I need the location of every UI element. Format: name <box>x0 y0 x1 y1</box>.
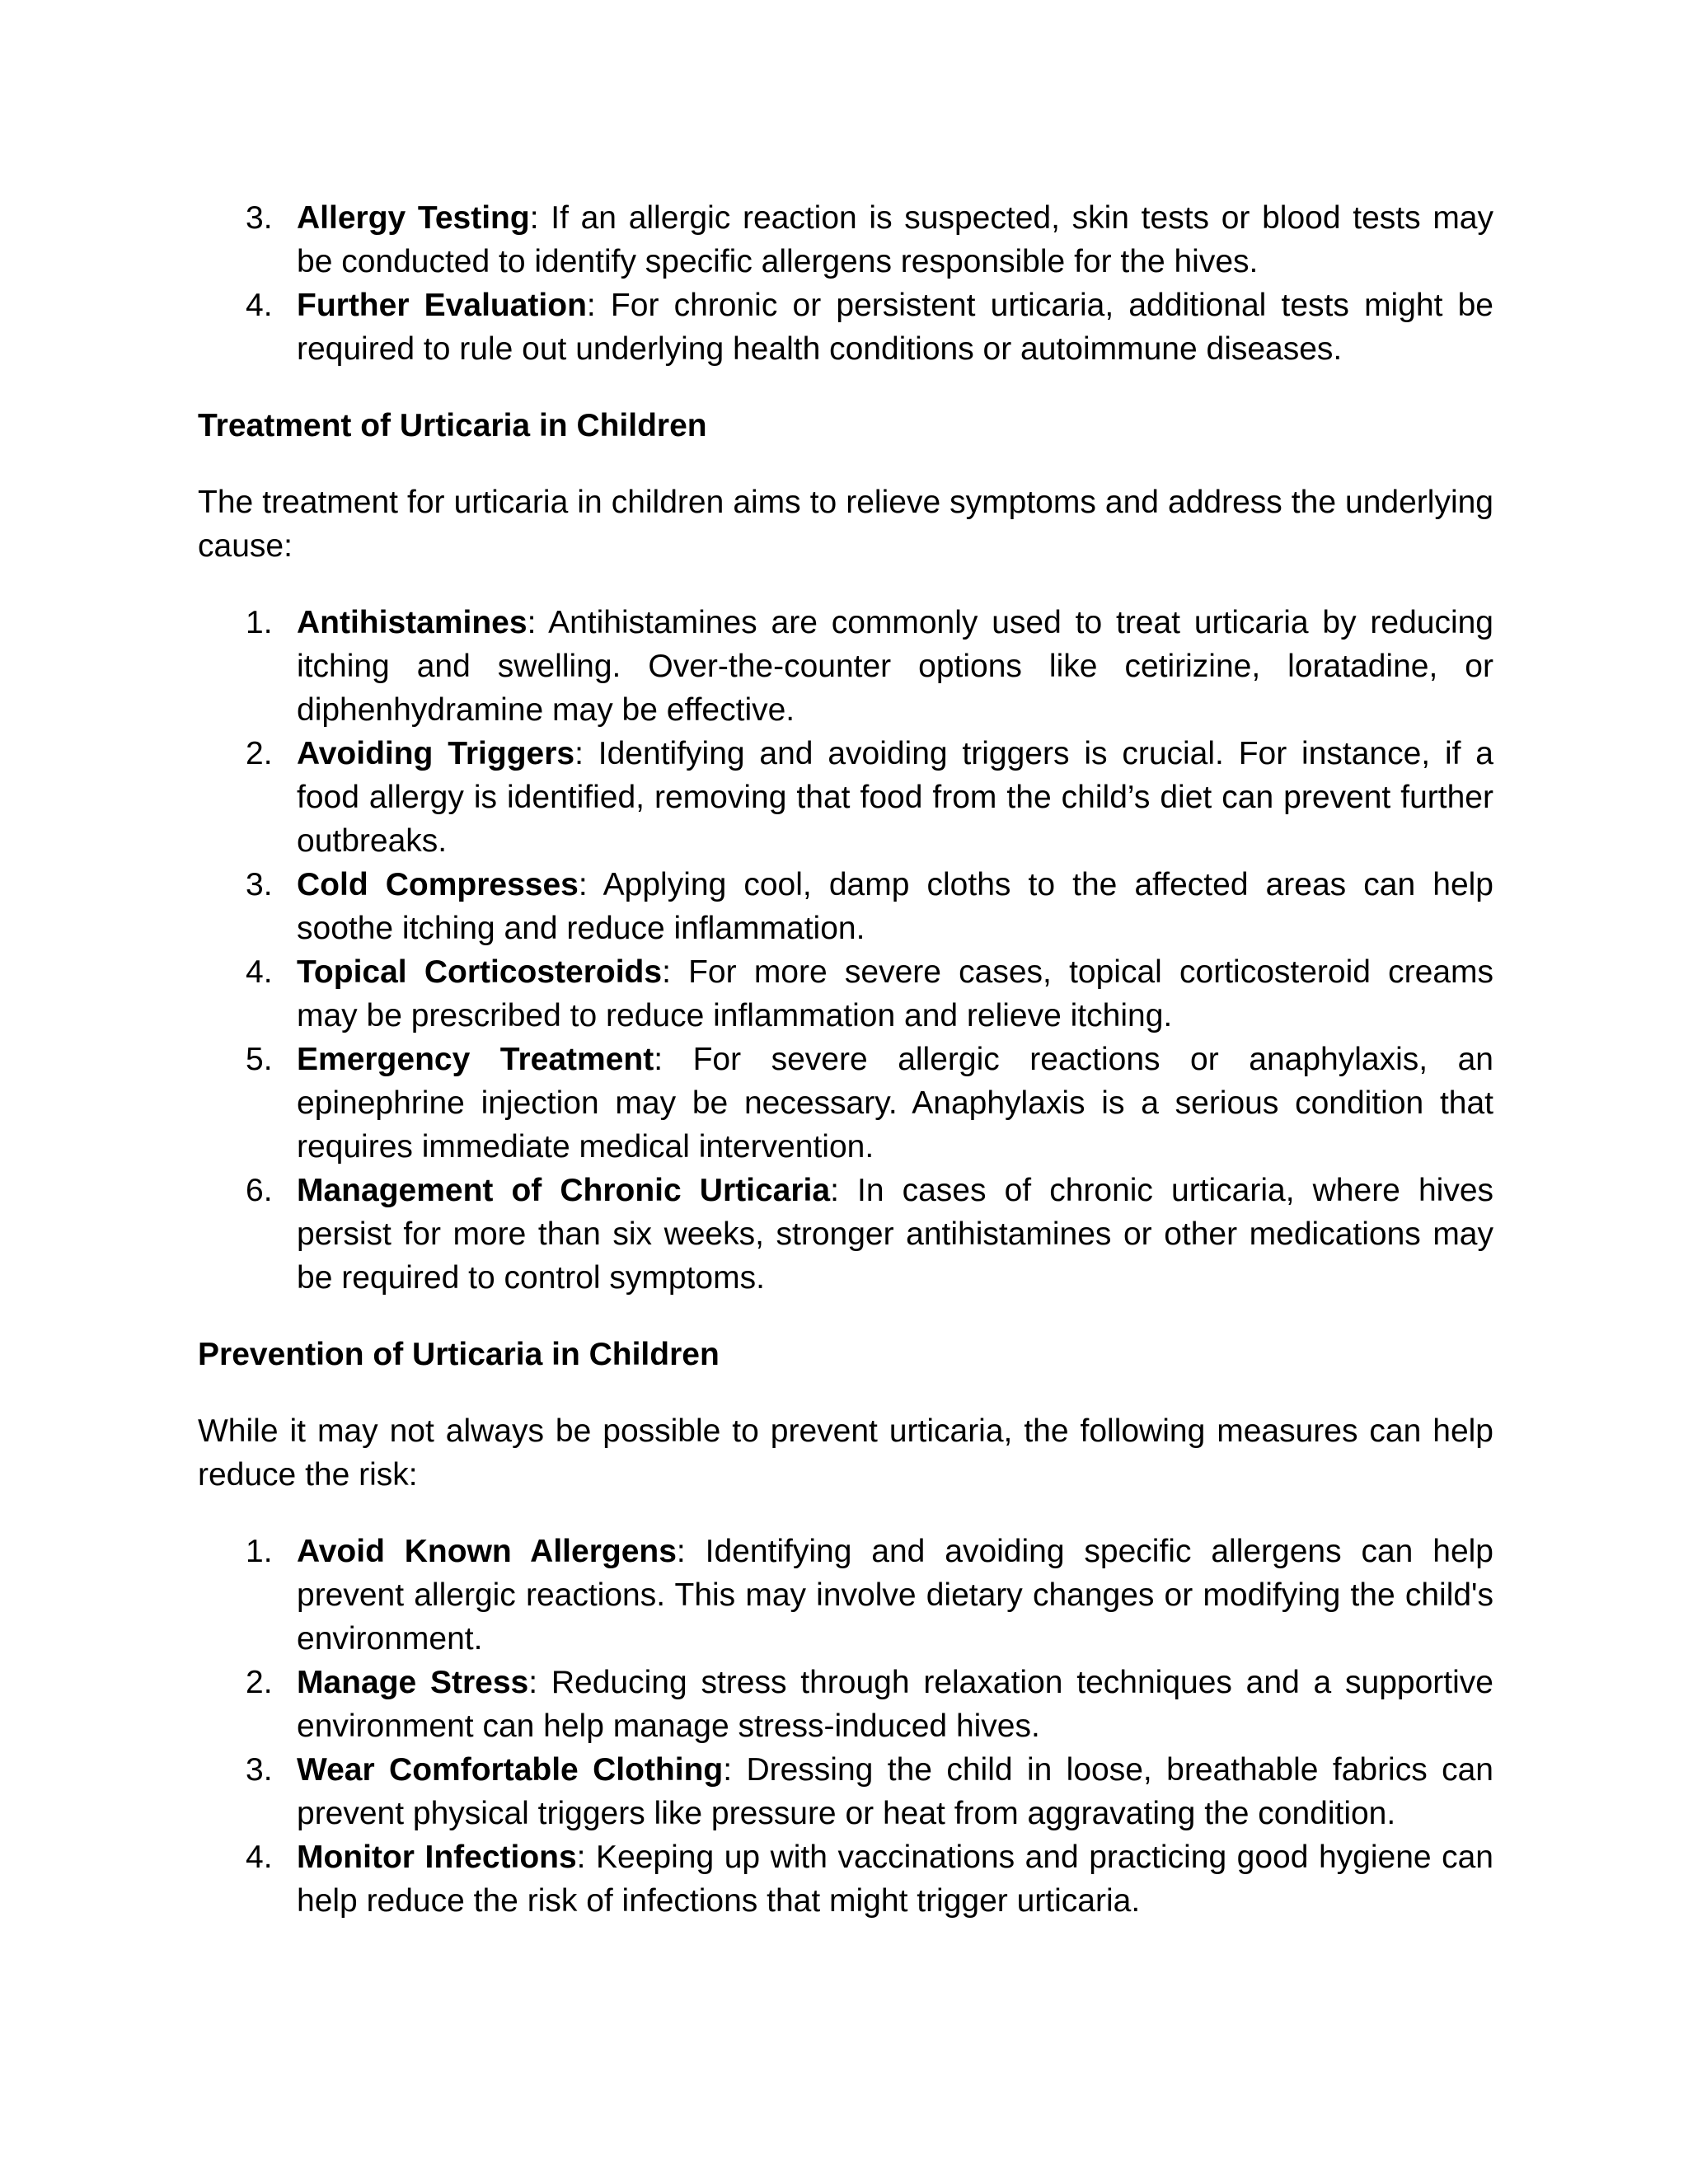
treatment-intro: The treatment for urticaria in children aims to relieve symptoms and address the underlying cause: <box>198 485 1493 564</box>
list-text: : For severe allergic reactions or anaphylaxis, an epinephrine injection may be necessary. Anaphylaxis is a serious condition that requires immediate medical intervention. <box>297 1042 1493 1165</box>
list-item <box>198 863 1493 950</box>
list-text: : If an allergic reaction is suspected, skin tests or blood tests may be conducted to identify specific allergens responsible for the hives. <box>297 200 1493 279</box>
list-term: Allergy Testing <box>297 200 530 236</box>
prevention-intro: While it may not always be possible to prevent urticaria, the following measures can help reduce the risk: <box>198 1413 1493 1493</box>
list-term: Avoid Known Allergens <box>297 1534 677 1569</box>
prevention-list <box>198 1530 1493 1923</box>
list-item <box>198 1748 1493 1835</box>
list-text: : Dressing the child in loose, breathable fabrics can prevent physical triggers like pressure or heat from aggravating the condition. <box>297 1752 1493 1831</box>
list-term: Monitor Infections <box>297 1840 577 1875</box>
diagnosis-list <box>198 196 1493 371</box>
list-number: 2. <box>246 1665 273 1700</box>
list-item <box>198 1530 1493 1661</box>
list-term: Cold Compresses <box>297 867 579 902</box>
list-number: 5. <box>246 1042 273 1077</box>
list-term: Avoiding Triggers <box>297 736 575 771</box>
list-number: 6. <box>246 1173 273 1208</box>
list-item <box>198 1038 1493 1169</box>
list-text: : Identifying and avoiding specific allergens can help prevent allergic reactions. This may involve dietary changes or modifying the child's environment. <box>297 1534 1493 1657</box>
list-number: 3. <box>246 1752 273 1788</box>
list-text: : For more severe cases, topical corticosteroid creams may be prescribed to reduce inflammation and relieve itching. <box>297 954 1493 1033</box>
list-term: Antihistamines <box>297 605 528 640</box>
list-text: : Applying cool, damp cloths to the affected areas can help soothe itching and reduce inflammation. <box>297 867 1493 946</box>
list-item <box>198 1661 1493 1748</box>
prevention-heading: Prevention of Urticaria in Children <box>198 1337 720 1372</box>
list-number: 3. <box>246 867 273 902</box>
list-number: 2. <box>246 736 273 771</box>
list-number: 1. <box>246 1534 273 1569</box>
list-number: 4. <box>246 1840 273 1875</box>
list-text: : Keeping up with vaccinations and practicing good hygiene can help reduce the risk of infections that might trigger urticaria. <box>297 1840 1493 1919</box>
list-term: Topical Corticosteroids <box>297 954 663 990</box>
treatment-list <box>198 601 1493 1300</box>
list-item <box>198 196 1493 284</box>
list-term: Wear Comfortable Clothing <box>297 1752 724 1788</box>
list-item <box>198 1169 1493 1300</box>
list-item <box>198 284 1493 371</box>
list-text: : Antihistamines are commonly used to treat urticaria by reducing itching and swelling. Over-the-counter options like cetirizine, loratadine, or diphenhydramine may be effective. <box>297 605 1493 728</box>
list-number: 1. <box>246 605 273 640</box>
list-text: : In cases of chronic urticaria, where hives persist for more than six weeks, stronger antihistamines or other medications may be required to control symptoms. <box>297 1173 1494 1296</box>
list-term: Manage Stress <box>297 1665 529 1700</box>
list-item <box>198 732 1493 863</box>
list-item <box>198 601 1493 732</box>
list-number: 4. <box>246 954 273 990</box>
treatment-heading: Treatment of Urticaria in Children <box>198 408 707 443</box>
list-item <box>198 950 1493 1038</box>
list-text: : For chronic or persistent urticaria, additional tests might be required to rule out underlying health conditions or autoimmune diseases. <box>297 288 1493 367</box>
list-number: 4. <box>246 288 273 323</box>
document-page <box>198 196 1493 1923</box>
list-term: Further Evaluation <box>297 288 587 323</box>
list-term: Management of Chronic Urticaria <box>297 1173 831 1208</box>
list-term: Emergency Treatment <box>297 1042 654 1077</box>
list-number: 3. <box>246 200 273 236</box>
list-text: : Reducing stress through relaxation techniques and a supportive environment can help manage stress-induced hives. <box>297 1665 1493 1744</box>
list-item <box>198 1835 1493 1923</box>
list-text: : Identifying and avoiding triggers is crucial. For instance, if a food allergy is identified, removing that food from the child’s diet can prevent further outbreaks. <box>297 736 1494 859</box>
